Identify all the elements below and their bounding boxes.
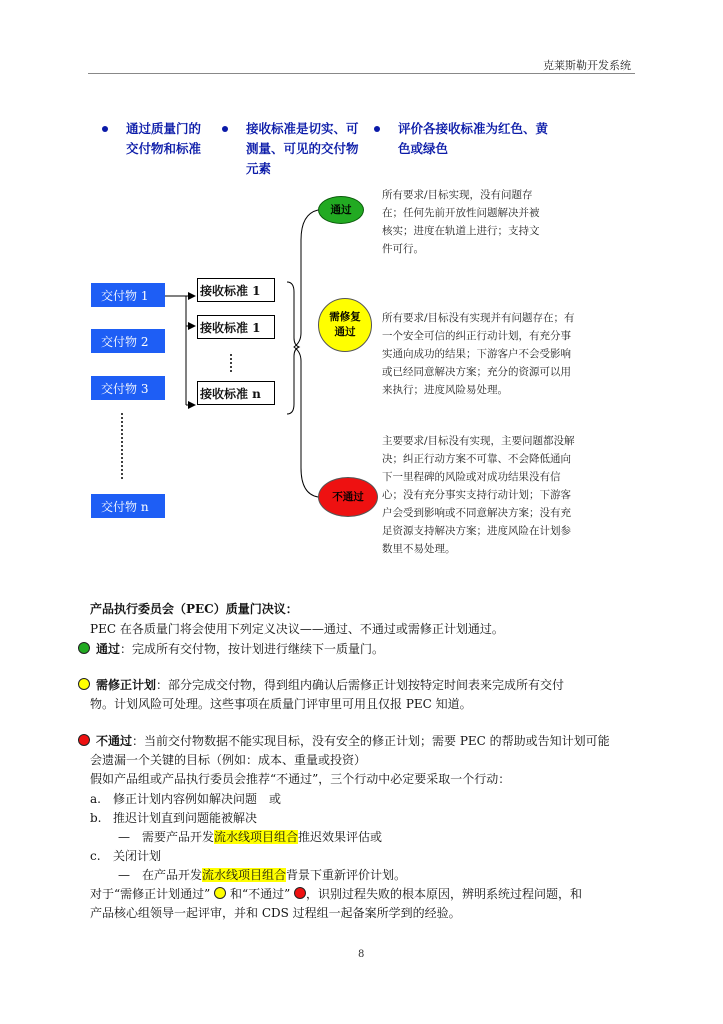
deliverable-box: 交付物 2 [91,329,165,353]
bullet-acceptance-criteria: 接收标准是切实、可 测量、可见的交付物 元素 [246,121,359,176]
fail-definition: 不通过：当前交付物数据不能实现目标，没有安全的修正计划；需要 PEC 的帮助或告知计划可能 [96,734,610,748]
conditional-description: 所有要求/目标没有实现并有问题存在；有 一个安全可信的纠正行动计划，有充分事 实通向成功的结果；下游客户不会受影响 或已经同意解决方案；充分的资源可以用 来执行；进度风险易处理。 [382,312,575,396]
fail-definition-cont: 会遗漏一个关键的目标（例如：成本、重量或投资） [90,753,367,767]
page-number: 8 [358,949,365,960]
document-header-title: 克莱斯勒开发系统 [543,59,631,72]
criterion-box: 接收标准 1 [197,278,275,302]
list-item-a: 修正计划内容例如解决问题 或 [113,792,282,806]
criterion-box: 接收标准 n [197,381,275,405]
bullet-deliverables-standards: 通过质量门的 交付物和标准 [126,121,202,156]
list-item-a-label: a. [90,792,101,806]
section-heading: 产品执行委员会（PEC）质量门决议： [90,602,298,616]
criterion-box: 接收标准 1 [197,315,275,339]
intro-paragraph: PEC 在各质量门将会使用下列定义决议——通过、不通过或需修正计划通过。 [90,622,504,636]
deliverable-box: 交付物 n [91,494,165,518]
list-item-c-sub: — 在产品开发流水线项目组合背景下重新评价计划。 [118,868,407,882]
fail-actions-intro: 假如产品组或产品执行委员会推荐“不通过”，三个行动中必定要采取一个行动： [90,772,511,786]
list-item-b-label: b. [90,811,102,825]
list-item-b-sub: — 需要产品开发流水线项目组合推迟效果评估或 [118,830,383,844]
deliverable-box: 交付物 1 [91,283,165,307]
green-indicator-icon [78,642,90,654]
closing-line-1: 对于“需修正计划通过” 和“不通过” ，识别过程失败的根本原因，辨明系统过程问题，和 [90,887,583,901]
list-item-c-label: c. [90,849,101,863]
red-indicator-icon [78,734,90,746]
status-pass-circle: 通过 [318,196,364,224]
closing-line-2: 产品核心组领导一起评审，并和 CDS 过程组一起备案所学到的经验。 [90,906,461,920]
deliverable-box: 交付物 3 [91,376,165,400]
list-item-c: 关闭计划 [113,849,162,863]
red-indicator-icon [294,887,306,899]
status-fail-circle: 不通过 [318,477,378,517]
yellow-indicator-icon [78,678,90,690]
conditional-definition: 需修正计划：部分完成交付物，得到组内确认后需修正计划按特定时间表来完成所有交付 [96,678,565,692]
pass-definition: 通过：完成所有交付物，按计划进行继续下一质量门。 [96,642,385,656]
status-conditional-circle: 需修复 通过 [318,298,372,352]
fail-description: 主要要求/目标没有实现，主要问题都没解 决；纠正行动方案不可靠、不会降低通向 下一里程碑的风险或对成功结果没有信 心；没有充分事实支持行动计划；下游客 户会受到影响或不同意解决方案；没有充 足资源支持解决方案；进度风险在计划参 数里不易处理。 [382,435,575,555]
list-item-b: 推迟计划直到问题能被解决 [113,811,258,825]
conditional-definition-cont: 物。计划风险可处理。这些事项在质量门评审里可用且仅报 PEC 知道。 [90,697,472,711]
pass-description: 所有要求/目标实现，没有问题存 在；任何先前开放性问题解决并被 核实；进度在轨道上进行；支持文 件可行。 [382,189,540,255]
bullet-color-rating: 评价各接收标准为红色、黄 色或绿色 [398,121,549,156]
yellow-indicator-icon [214,887,226,899]
